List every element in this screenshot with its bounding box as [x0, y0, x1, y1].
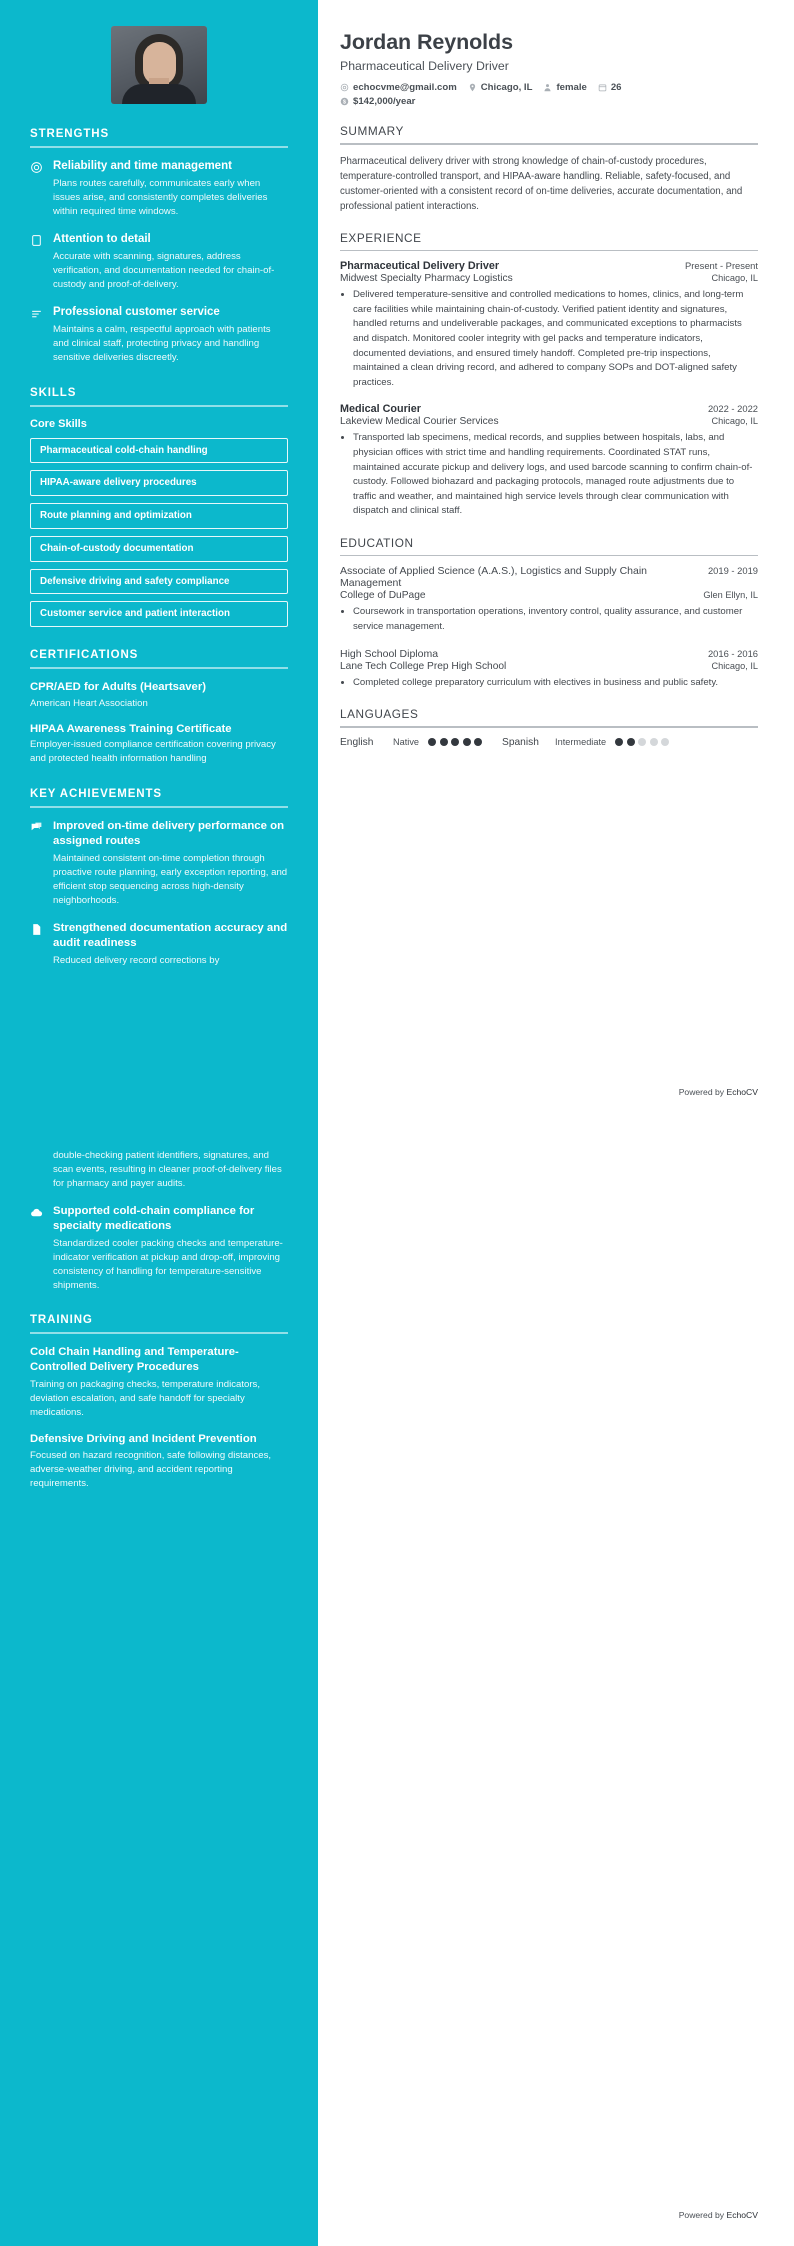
job-role-subtitle: Pharmaceutical Delivery Driver [340, 59, 509, 73]
footer-branding: Powered by EchoCV [678, 2210, 758, 2220]
language-rating-dots [428, 738, 482, 746]
rating-dot [474, 738, 482, 746]
language-name: Spanish [502, 736, 539, 748]
email-icon [340, 83, 349, 92]
person-icon [543, 83, 552, 92]
divider [340, 250, 758, 252]
chat-bubbles-icon [30, 819, 44, 908]
contact-location: Chicago, IL [468, 82, 533, 93]
experience-organization: Midwest Specialty Pharmacy Logistics [340, 273, 513, 285]
education-date: 2016 - 2016 [707, 647, 758, 659]
contact-row-1 [340, 82, 758, 93]
training-name: Cold Chain Handling and Temperature-Controlled Delivery Procedures [30, 1346, 239, 1374]
achievement-title: Improved on-time delivery performance on assigned routes [53, 820, 285, 848]
sidebar-section-training [30, 1314, 288, 1490]
certification-org: Employer-issued compliance certification covering privacy and protected health information handling [30, 739, 276, 765]
target-icon [30, 159, 44, 219]
section-experience [340, 231, 758, 519]
resume-page-2 [0, 1123, 794, 2246]
summary-text: Pharmaceutical delivery driver with strong knowledge of chain-of-custody procedures, temperature-controlled transport, and HIPAA-aware handling. Reliable, safety-focused, and customer-oriented with a consistent record of on-time deliveries, accurate documentation, and professional patient interactions. [340, 155, 743, 212]
strength-title: Reliability and time management [53, 160, 232, 172]
rating-dot [638, 738, 646, 746]
education-bullet: • Completed college preparatory curriculum with electives in business and public safety. [353, 676, 758, 691]
achievement-description: Reduced delivery record corrections by [53, 955, 220, 967]
summary-heading: SUMMARY [340, 124, 404, 138]
divider [340, 143, 758, 145]
certifications-heading: CERTIFICATIONS [30, 649, 139, 662]
education-location: Glen Ellyn, IL [703, 590, 758, 601]
rating-dot [615, 738, 623, 746]
skill-chip: HIPAA-aware delivery procedures [30, 470, 288, 496]
divider [30, 405, 288, 407]
divider [30, 806, 288, 808]
sidebar-section-achievements [30, 788, 288, 968]
achievement-description: Standardized cooler packing checks and temperature-indicator verification at pickup and drop-off, improving consistency of handling for temperature-sensitive shipments. [53, 1237, 283, 1291]
education-heading: EDUCATION [340, 535, 414, 550]
experience-bullet: • Transported lab specimens, medical records, and supplies between hospitals, labs, and physician offices with strict time and handling requirements. Coordinated STAT runs, maintained accurate pickup and delivery logs, and used barcode scanning to confirm chain-of-custody. Followed biohazard and packaging protocols, managed route adjustments due to traffic and weather, and maintained high service levels through clear communication with dispatch and clinical staff. [353, 431, 758, 518]
experience-item [340, 403, 758, 518]
sidebar [0, 0, 318, 1123]
education-degree: Associate of Applied Science (A.A.S.), Logistics and Supply Chain Management [340, 565, 648, 590]
education-degree: High School Diploma [340, 647, 439, 660]
sidebar-section-strengths [30, 128, 288, 365]
section-summary [340, 124, 758, 214]
education-item [340, 565, 758, 634]
language-rating-dots [615, 738, 669, 746]
sidebar-page-2 [0, 1123, 318, 2246]
language-level: Native [393, 737, 420, 748]
achievement-item [30, 1149, 288, 1191]
language-item [502, 737, 669, 748]
certification-item [30, 722, 288, 766]
language-item [340, 737, 482, 748]
training-name: Defensive Driving and Incident Prevention [30, 1432, 257, 1445]
achievements-heading: KEY ACHIEVEMENTS [30, 788, 162, 801]
document-icon [30, 921, 44, 968]
divider [340, 555, 758, 557]
language-level: Intermediate [555, 737, 607, 748]
rating-dot [650, 738, 658, 746]
experience-date: 2022 - 2022 [707, 403, 758, 415]
education-date: 2019 - 2019 [707, 565, 758, 577]
rating-dot [627, 738, 635, 746]
language-name: English [340, 736, 374, 748]
certification-name: HIPAA Awareness Training Certificate [30, 722, 232, 735]
experience-title: Medical Courier [340, 403, 421, 416]
strength-item [30, 305, 288, 365]
education-location: Chicago, IL [711, 660, 758, 671]
skill-chip: Chain-of-custody documentation [30, 536, 288, 562]
avatar-container [30, 26, 288, 104]
experience-location: Chicago, IL [711, 416, 758, 427]
training-heading: TRAINING [30, 1314, 93, 1327]
strength-item [30, 232, 288, 292]
achievement-item [30, 921, 288, 968]
training-item [30, 1345, 288, 1419]
strengths-heading: STRENGTHS [30, 128, 110, 140]
contact-salary: $ $142,000/year [340, 96, 415, 107]
rating-dot [440, 738, 448, 746]
strength-title: Attention to detail [53, 232, 151, 245]
clipboard-icon [30, 232, 44, 292]
rating-dot [661, 738, 669, 746]
achievement-item [30, 819, 288, 908]
skills-heading: SKILLS [30, 386, 77, 399]
divider [340, 726, 758, 728]
certification-name: CPR/AED for Adults (Heartsaver) [30, 681, 206, 694]
education-school: Lane Tech College Prep High School [340, 660, 507, 672]
education-bullet: • Coursework in transportation operations, inventory control, quality assurance, and customer service management. [353, 605, 758, 634]
contact-age: 26 [598, 82, 622, 93]
location-pin-icon [468, 83, 477, 92]
training-description: Training on packaging checks, temperature indicators, deviation escalation, and safe handoff for specialty medications. [30, 1378, 261, 1418]
cloud-icon [30, 1204, 44, 1293]
svg-text:$: $ [343, 99, 346, 106]
skill-chip: Route planning and optimization [30, 503, 288, 529]
experience-title: Pharmaceutical Delivery Driver [340, 260, 500, 273]
training-description: Focused on hazard recognition, safe following distances, adverse-weather driving, and accident reporting requirements. [30, 1450, 272, 1489]
certification-item [30, 680, 288, 711]
skills-subheading: Core Skills [30, 417, 87, 430]
main-column [318, 0, 794, 1123]
skill-chip: Customer service and patient interaction [30, 601, 288, 627]
languages-heading: LANGUAGES [340, 707, 419, 722]
achievement-item [30, 1204, 288, 1293]
divider [30, 146, 288, 148]
lines-icon [30, 305, 44, 365]
achievement-title: Supported cold-chain compliance for specialty medications [53, 1204, 255, 1232]
calendar-icon [598, 83, 607, 92]
document-icon [30, 1149, 44, 1191]
rating-dot [428, 738, 436, 746]
achievement-description: double-checking patient identifiers, signatures, and scan events, resulting in cleaner proof-of-delivery files for pharmacy and payer audits. [53, 1150, 282, 1189]
divider [30, 1332, 288, 1334]
achievement-description: Maintained consistent on-time completion through proactive route planning, early exception reporting, and efficient stop sequencing across high-density neighborhoods. [53, 853, 288, 907]
divider [30, 667, 288, 669]
strength-title: Professional customer service [53, 305, 220, 318]
main-column-page-2 [318, 1123, 794, 2246]
contact-email: echocvme@gmail.com [340, 82, 457, 93]
education-school: College of DuPage [340, 590, 426, 602]
education-item [340, 648, 758, 691]
sidebar-section-skills [30, 387, 288, 628]
footer-branding: Powered by EchoCV [678, 1087, 758, 1097]
strength-description: Accurate with scanning, signatures, address verification, and documentation needed for chain-of-custody and proof-of-delivery. [53, 251, 275, 290]
achievement-title: Strengthened documentation accuracy and audit readiness [53, 921, 288, 949]
experience-date: Present - Present [685, 260, 758, 272]
rating-dot [451, 738, 459, 746]
experience-organization: Lakeview Medical Courier Services [340, 416, 499, 428]
section-education [340, 536, 758, 690]
experience-heading: EXPERIENCE [340, 230, 422, 245]
experience-location: Chicago, IL [711, 273, 758, 284]
training-item [30, 1432, 288, 1491]
rating-dot [463, 738, 471, 746]
skill-chip: Pharmaceutical cold-chain handling [30, 438, 288, 464]
avatar [111, 26, 207, 104]
strength-description: Plans routes carefully, communicates early when issues arise, and consistently completes deliveries within required time windows. [53, 178, 268, 217]
skill-chip: Defensive driving and safety compliance [30, 569, 288, 595]
sidebar-section-certifications [30, 649, 288, 766]
contact-gender: female [543, 82, 586, 93]
page-title: Jordan Reynolds [340, 30, 513, 54]
experience-bullet: • Delivered temperature-sensitive and controlled medications to homes, clinics, and long-term care facilities while maintaining chain-of-custody. Verified patient identity and signatures, handled returns and undeliverable packages, and communicated exceptions to pharmacists and dispatch. Monitored cooler integrity with gel packs and temperature indicators, documented deviations, and ensured timely handoff. Completed pre-trip inspections, maintained a clean driving record, and adhered to company SOPs and DOT-aligned safety practices. [353, 288, 758, 390]
experience-item [340, 260, 758, 390]
section-languages [340, 707, 758, 748]
contact-row-2 [340, 96, 758, 107]
certification-org: American Heart Association [30, 697, 148, 709]
strength-description: Maintains a calm, respectful approach with patients and clinical staff, protecting privacy and handling sensitive deliveries discreetly. [53, 323, 271, 363]
strength-item [30, 159, 288, 219]
sidebar-section-achievements-continued [30, 1149, 288, 1292]
money-icon [340, 97, 349, 106]
